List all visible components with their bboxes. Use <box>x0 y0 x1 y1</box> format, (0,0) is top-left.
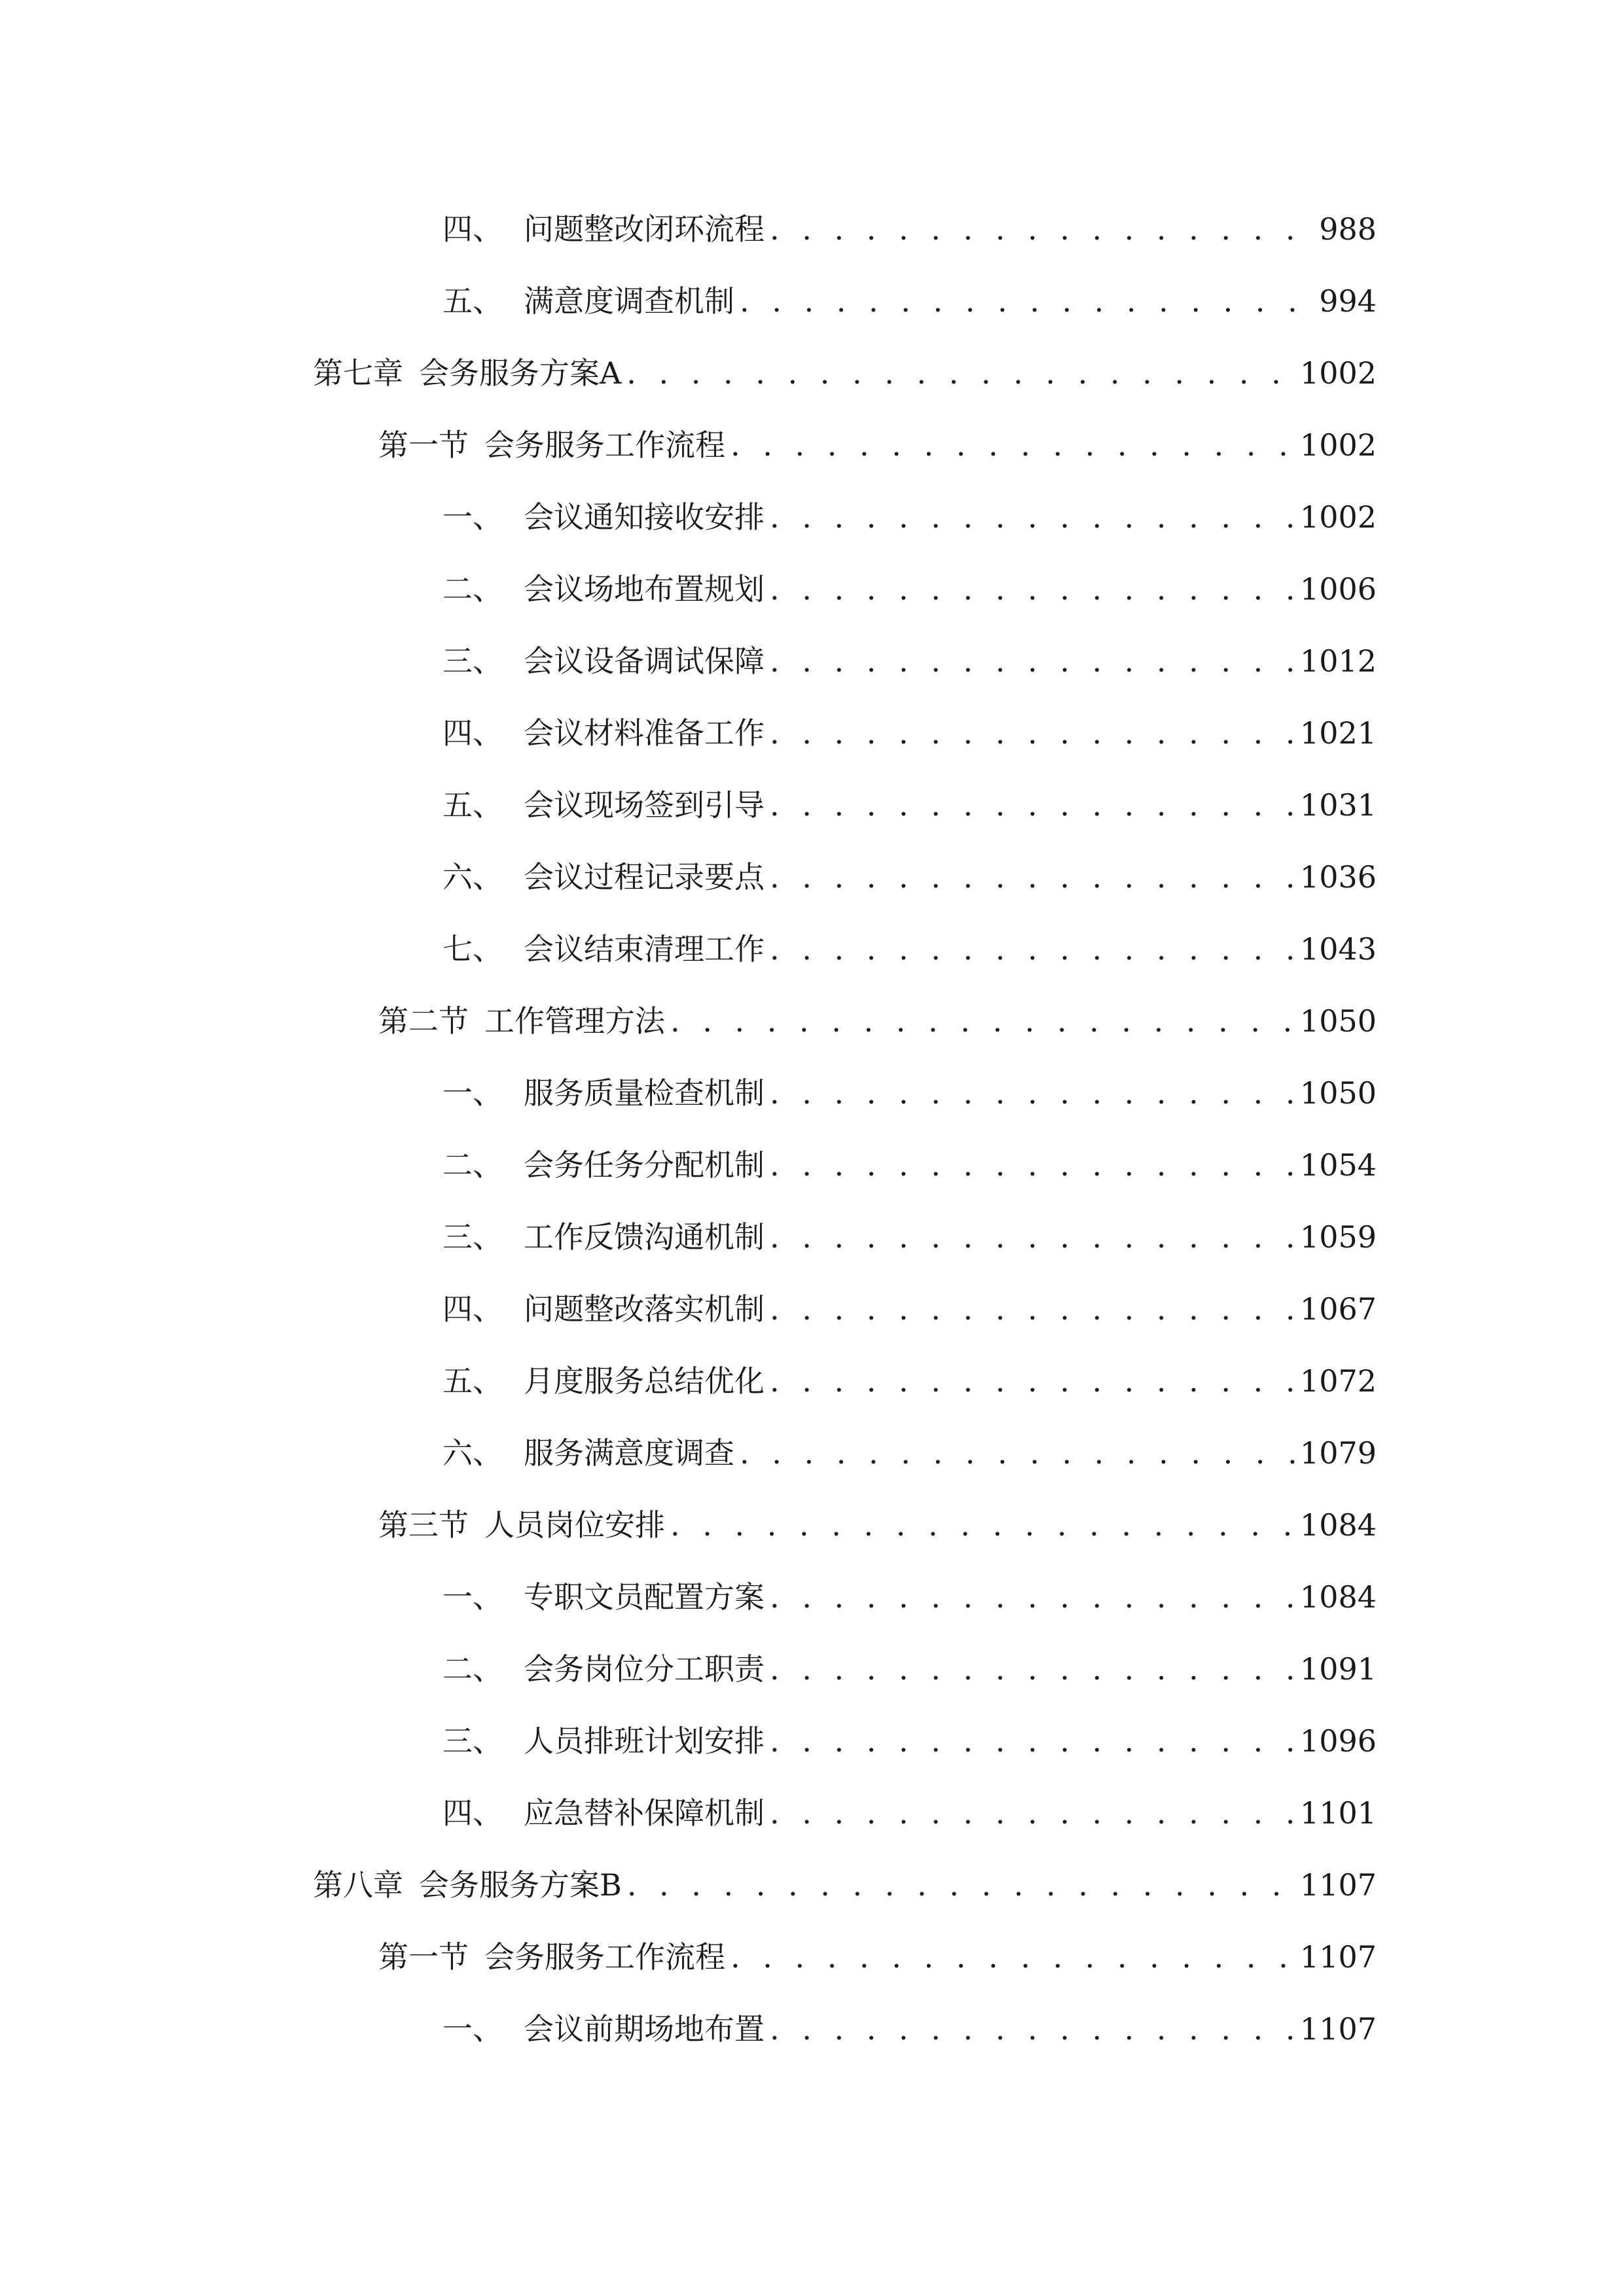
toc-entry[interactable] <box>442 779 1377 831</box>
toc-entry-page: 1031 <box>1299 787 1377 823</box>
toc-entry[interactable] <box>442 1427 1377 1479</box>
toc-entry-page: 1059 <box>1299 1219 1377 1255</box>
toc-entry[interactable] <box>442 275 1377 327</box>
toc-entry-number: 四、 <box>442 1291 503 1327</box>
toc-entry-page: 1079 <box>1299 1435 1377 1471</box>
toc-entry[interactable] <box>442 1571 1377 1623</box>
dot-leader <box>770 1067 1296 1119</box>
toc-entry-title: 会务服务工作流程 <box>484 1939 725 1975</box>
dot-leader <box>770 779 1296 831</box>
toc-chapter-entry[interactable] <box>313 347 1377 399</box>
dot-leader <box>770 2003 1296 2055</box>
dot-leader <box>770 1283 1296 1335</box>
toc-entry[interactable] <box>442 1715 1377 1767</box>
toc-entry-page: 994 <box>1319 283 1377 319</box>
toc-entry[interactable] <box>442 1787 1377 1839</box>
toc-entry-title: 会务任务分配机制 <box>524 1147 765 1183</box>
dot-leader <box>770 1787 1296 1839</box>
toc-entry-page: 1084 <box>1299 1507 1377 1543</box>
dot-leader <box>770 1643 1296 1695</box>
toc-entry-number: 六、 <box>442 1435 503 1471</box>
toc-entry-number: 一、 <box>442 1579 503 1615</box>
toc-entry-page: 1050 <box>1299 1003 1377 1039</box>
toc-entry-title: 会议场地布置规划 <box>524 571 765 607</box>
dot-leader <box>670 995 1296 1047</box>
toc-entry-title: 会议过程记录要点 <box>524 859 765 895</box>
toc-entry-title: 会议设备调试保障 <box>524 643 765 679</box>
toc-entry[interactable] <box>442 1211 1377 1263</box>
dot-leader <box>770 635 1296 687</box>
toc-entry-number: 五、 <box>442 787 503 823</box>
toc-entry-page: 1096 <box>1299 1723 1377 1759</box>
dot-leader <box>670 1499 1296 1551</box>
toc-entry-title: 问题整改落实机制 <box>524 1291 765 1327</box>
toc-entry-page: 1002 <box>1299 355 1377 391</box>
dot-leader <box>770 1571 1296 1623</box>
toc-entry-page: 1091 <box>1299 1651 1377 1687</box>
toc-entry-title: 会务服务方案A <box>419 355 622 391</box>
toc-entry-title: 会务岗位分工职责 <box>524 1651 765 1687</box>
toc-entry[interactable] <box>442 203 1377 255</box>
dot-leader <box>770 923 1296 975</box>
toc-entry-title: 人员排班计划安排 <box>524 1723 765 1759</box>
dot-leader <box>740 275 1315 327</box>
toc-entry-page: 1067 <box>1299 1291 1377 1327</box>
toc-section-entry[interactable] <box>378 1499 1377 1551</box>
toc-entry[interactable] <box>442 1643 1377 1695</box>
toc-entry-page: 1021 <box>1299 715 1377 751</box>
toc-chapter-entry[interactable] <box>313 1859 1377 1911</box>
toc-entry[interactable] <box>442 491 1377 543</box>
dot-leader <box>740 1427 1296 1479</box>
toc-section-entry[interactable] <box>378 419 1377 471</box>
dot-leader <box>770 1355 1296 1407</box>
toc-entry-title: 满意度调查机制 <box>524 283 734 319</box>
toc-entry[interactable] <box>442 1067 1377 1119</box>
toc-entry-number: 五、 <box>442 1363 503 1399</box>
toc-entry[interactable] <box>442 635 1377 687</box>
toc-section-entry[interactable] <box>378 995 1377 1047</box>
dot-leader <box>627 1859 1296 1911</box>
dot-leader <box>770 1139 1296 1191</box>
toc-entry-page: 1036 <box>1299 859 1377 895</box>
toc-entry-page: 1107 <box>1299 2011 1377 2047</box>
toc-entry-number: 四、 <box>442 1795 503 1831</box>
dot-leader <box>770 491 1296 543</box>
dot-leader <box>770 1211 1296 1263</box>
toc-entry-number: 三、 <box>442 1219 503 1255</box>
toc-entry-number: 第八章 <box>313 1867 403 1903</box>
dot-leader <box>770 707 1296 759</box>
toc-entry-page: 1043 <box>1299 931 1377 967</box>
toc-entry-title: 专职文员配置方案 <box>524 1579 765 1615</box>
toc-entry-title: 会务服务方案B <box>419 1867 622 1903</box>
toc-entry-title: 人员岗位安排 <box>484 1507 665 1543</box>
toc-entry[interactable] <box>442 1355 1377 1407</box>
toc-entry-page: 1101 <box>1299 1795 1377 1831</box>
toc-entry-number: 二、 <box>442 1651 503 1687</box>
toc-entry-title: 会议通知接收安排 <box>524 499 765 535</box>
dot-leader <box>626 347 1296 399</box>
toc-entry-title: 服务满意度调查 <box>524 1435 734 1471</box>
toc-entry-number: 第七章 <box>313 355 403 391</box>
toc-entry-page: 1002 <box>1299 427 1377 463</box>
toc-entry[interactable] <box>442 2003 1377 2055</box>
toc-entry[interactable] <box>442 563 1377 615</box>
toc-entry-number: 一、 <box>442 2011 503 2047</box>
toc-entry-title: 服务质量检查机制 <box>524 1075 765 1111</box>
toc-entry-title: 工作反馈沟通机制 <box>524 1219 765 1255</box>
dot-leader <box>731 419 1296 471</box>
toc-entry-title: 应急替补保障机制 <box>524 1795 765 1831</box>
toc-entry[interactable] <box>442 1283 1377 1335</box>
toc-section-entry[interactable] <box>378 1931 1377 1983</box>
toc-entry-page: 1050 <box>1299 1075 1377 1111</box>
dot-leader <box>770 1715 1296 1767</box>
toc-entry-page: 1012 <box>1299 643 1377 679</box>
toc-entry-number: 第一节 <box>378 427 469 463</box>
toc-entry-page: 1006 <box>1299 571 1377 607</box>
toc-entry-title: 月度服务总结优化 <box>524 1363 765 1399</box>
toc-entry-number: 五、 <box>442 283 503 319</box>
toc-entry-number: 第三节 <box>378 1507 469 1543</box>
toc-entry-number: 四、 <box>442 211 503 247</box>
toc-entry-number: 一、 <box>442 499 503 535</box>
toc-entry-number: 六、 <box>442 859 503 895</box>
toc-entry-number: 三、 <box>442 1723 503 1759</box>
toc-entry-title: 会务服务工作流程 <box>484 427 725 463</box>
toc-entry-title: 问题整改闭环流程 <box>524 211 765 247</box>
dot-leader <box>731 1931 1296 1983</box>
toc-entry-page: 1072 <box>1299 1363 1377 1399</box>
toc-entry-number: 二、 <box>442 571 503 607</box>
dot-leader <box>770 851 1296 903</box>
toc-entry-page: 988 <box>1319 211 1377 247</box>
toc-entry-number: 第一节 <box>378 1939 469 1975</box>
toc-entry-number: 七、 <box>442 931 503 967</box>
toc-entry[interactable] <box>442 923 1377 975</box>
toc-entry-number: 一、 <box>442 1075 503 1111</box>
toc-entry-number: 四、 <box>442 715 503 751</box>
toc-entry-page: 1107 <box>1299 1939 1377 1975</box>
toc-entry-number: 二、 <box>442 1147 503 1183</box>
toc-entry-title: 工作管理方法 <box>484 1003 665 1039</box>
toc-entry-title: 会议前期场地布置 <box>524 2011 765 2047</box>
dot-leader <box>770 563 1296 615</box>
toc-entry-page: 1002 <box>1299 499 1377 535</box>
toc-entry-page: 1054 <box>1299 1147 1377 1183</box>
toc-entry[interactable] <box>442 1139 1377 1191</box>
dot-leader <box>770 203 1315 255</box>
toc-entry-page: 1107 <box>1299 1867 1377 1903</box>
toc-entry-title: 会议现场签到引导 <box>524 787 765 823</box>
toc-entry-number: 三、 <box>442 643 503 679</box>
toc-entry[interactable] <box>442 851 1377 903</box>
toc-entry-title: 会议材料准备工作 <box>524 715 765 751</box>
toc-entry-number: 第二节 <box>378 1003 469 1039</box>
toc-entry-title: 会议结束清理工作 <box>524 931 765 967</box>
toc-entry[interactable] <box>442 707 1377 759</box>
toc-entry-page: 1084 <box>1299 1579 1377 1615</box>
